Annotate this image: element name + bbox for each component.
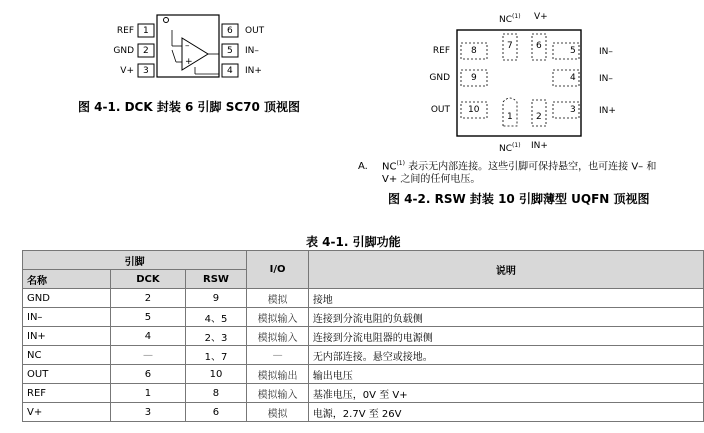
- dck-pin-vplus-label: V+: [120, 66, 134, 76]
- rsw-pin-5-number: 5: [570, 46, 576, 56]
- cell-desc: 连接到分流电阻的负载侧: [308, 308, 703, 327]
- rsw-bottom-nc-footnote: (1): [512, 142, 521, 149]
- rsw-left-out-label: OUT: [430, 105, 450, 115]
- rsw-pin-6-number: 6: [536, 41, 542, 51]
- table-row: [23, 327, 704, 346]
- dck-pin-inminus-label: IN–: [245, 46, 259, 56]
- rsw-top-nc-text: NC: [499, 15, 513, 25]
- cell-io: 模拟输入: [247, 308, 309, 327]
- rsw-pin-10-number: 10: [468, 105, 480, 115]
- footnote-marker: A.: [358, 161, 368, 173]
- rsw-left-ref-label: REF: [432, 46, 450, 56]
- rsw-right-inminus-label-1: IN–: [599, 47, 613, 57]
- rsw-left-gnd-label: GND: [429, 73, 450, 83]
- cell-io: 模拟: [247, 289, 309, 308]
- cell-io: 模拟: [247, 403, 309, 422]
- cell-dck: —: [111, 346, 185, 365]
- table-row: [23, 308, 704, 327]
- rsw-pin-1-number: 1: [507, 112, 513, 122]
- dck-pin-inplus-label: IN+: [245, 66, 262, 76]
- footnote-nc-sup: (1): [396, 160, 405, 167]
- cell-rsw: 10: [185, 365, 247, 384]
- rsw-pin-2-number: 2: [536, 112, 542, 122]
- dck-pin-2-number: 2: [143, 46, 149, 56]
- table-row: [23, 403, 704, 422]
- rsw-bottom-nc-text: NC: [499, 144, 513, 154]
- dck-package-diagram: [100, 12, 280, 82]
- table-row: [23, 365, 704, 384]
- rsw-pin-4-number: 4: [570, 73, 576, 83]
- cell-rsw: 6: [185, 403, 247, 422]
- rsw-pin-3-number: 3: [570, 105, 576, 115]
- cell-desc: 基准电压，0V 至 V+: [308, 384, 703, 403]
- cell-dck: 4: [111, 327, 185, 346]
- dck-pin-6-number: 6: [227, 26, 233, 36]
- cell-rsw: 9: [185, 289, 247, 308]
- rsw-right-inplus-label: IN+: [599, 106, 616, 116]
- dck-plus-sign: +: [185, 57, 193, 67]
- dck-pin-ref-label: REF: [116, 26, 134, 36]
- cell-io: —: [247, 346, 309, 365]
- rsw-bottom-inplus-label: IN+: [531, 141, 548, 151]
- dck-pin-4-number: 4: [227, 66, 233, 76]
- dck-pin-3-number: 3: [143, 66, 149, 76]
- cell-desc: 输出电压: [308, 365, 703, 384]
- header-rsw: RSW: [185, 270, 247, 289]
- table-title: 表 4-1. 引脚功能: [306, 235, 401, 249]
- rsw-right-inminus-label-2: IN–: [599, 74, 613, 84]
- rsw-caption: 图 4-2. RSW 封装 10 引脚薄型 UQFN 顶视图: [388, 192, 650, 206]
- cell-io: 模拟输入: [247, 384, 309, 403]
- header-desc: 说明: [308, 251, 703, 289]
- cell-io: 模拟输出: [247, 365, 309, 384]
- dck-minus-sign: –: [185, 41, 190, 51]
- cell-rsw: 4、5: [185, 308, 247, 327]
- cell-name: IN–: [23, 308, 111, 327]
- footnote-nc: NC: [382, 161, 397, 173]
- pin-function-table: [22, 250, 704, 422]
- rsw-outline: [420, 6, 620, 156]
- rsw-bottom-nc-label: [499, 141, 521, 154]
- footnote-text-line1: 表示无内部连接。这些引脚可保持悬空，也可连接 V– 和: [404, 161, 657, 173]
- header-name: 名称: [23, 270, 111, 289]
- cell-name: IN+: [23, 327, 111, 346]
- table-row: [23, 346, 704, 365]
- cell-io: 模拟输入: [247, 327, 309, 346]
- cell-dck: 3: [111, 403, 185, 422]
- rsw-top-nc-footnote: (1): [512, 13, 521, 20]
- cell-dck: 2: [111, 289, 185, 308]
- dck-pin-5-number: 5: [227, 46, 233, 56]
- cell-rsw: 1、7: [185, 346, 247, 365]
- cell-rsw: 8: [185, 384, 247, 403]
- table-header-row-1: [23, 251, 704, 270]
- cell-dck: 6: [111, 365, 185, 384]
- dck-pin-gnd-label: GND: [113, 46, 134, 56]
- cell-desc: 无内部连接。悬空或接地。: [308, 346, 703, 365]
- table-row: [23, 289, 704, 308]
- cell-name: V+: [23, 403, 111, 422]
- rsw-footnote: [358, 157, 688, 186]
- rsw-top-vplus-label: V+: [534, 12, 548, 22]
- dck-pin-1-number: 1: [143, 26, 149, 36]
- cell-dck: 1: [111, 384, 185, 403]
- cell-rsw: 2、3: [185, 327, 247, 346]
- table-row: [23, 384, 704, 403]
- cell-desc: 连接到分流电阻器的电源侧: [308, 327, 703, 346]
- cell-dck: 5: [111, 308, 185, 327]
- cell-name: NC: [23, 346, 111, 365]
- rsw-pin-8-number: 8: [471, 46, 477, 56]
- cell-name: REF: [23, 384, 111, 403]
- rsw-pin-9-number: 9: [471, 73, 477, 83]
- header-pin: 引脚: [23, 251, 247, 270]
- rsw-top-nc-label: [499, 12, 521, 25]
- rsw-package-diagram: [420, 6, 620, 156]
- header-io: I/O: [247, 251, 309, 289]
- rsw-pin-7-number: 7: [507, 41, 513, 51]
- dck-caption: 图 4-1. DCK 封装 6 引脚 SC70 顶视图: [78, 100, 301, 114]
- cell-desc: 电源，2.7V 至 26V: [308, 403, 703, 422]
- dck-pin-out-label: OUT: [245, 26, 265, 36]
- cell-desc: 接地: [308, 289, 703, 308]
- footnote-text-line2: V+ 之间的任何电压。: [382, 174, 481, 186]
- cell-name: OUT: [23, 365, 111, 384]
- cell-name: GND: [23, 289, 111, 308]
- header-dck: DCK: [111, 270, 185, 289]
